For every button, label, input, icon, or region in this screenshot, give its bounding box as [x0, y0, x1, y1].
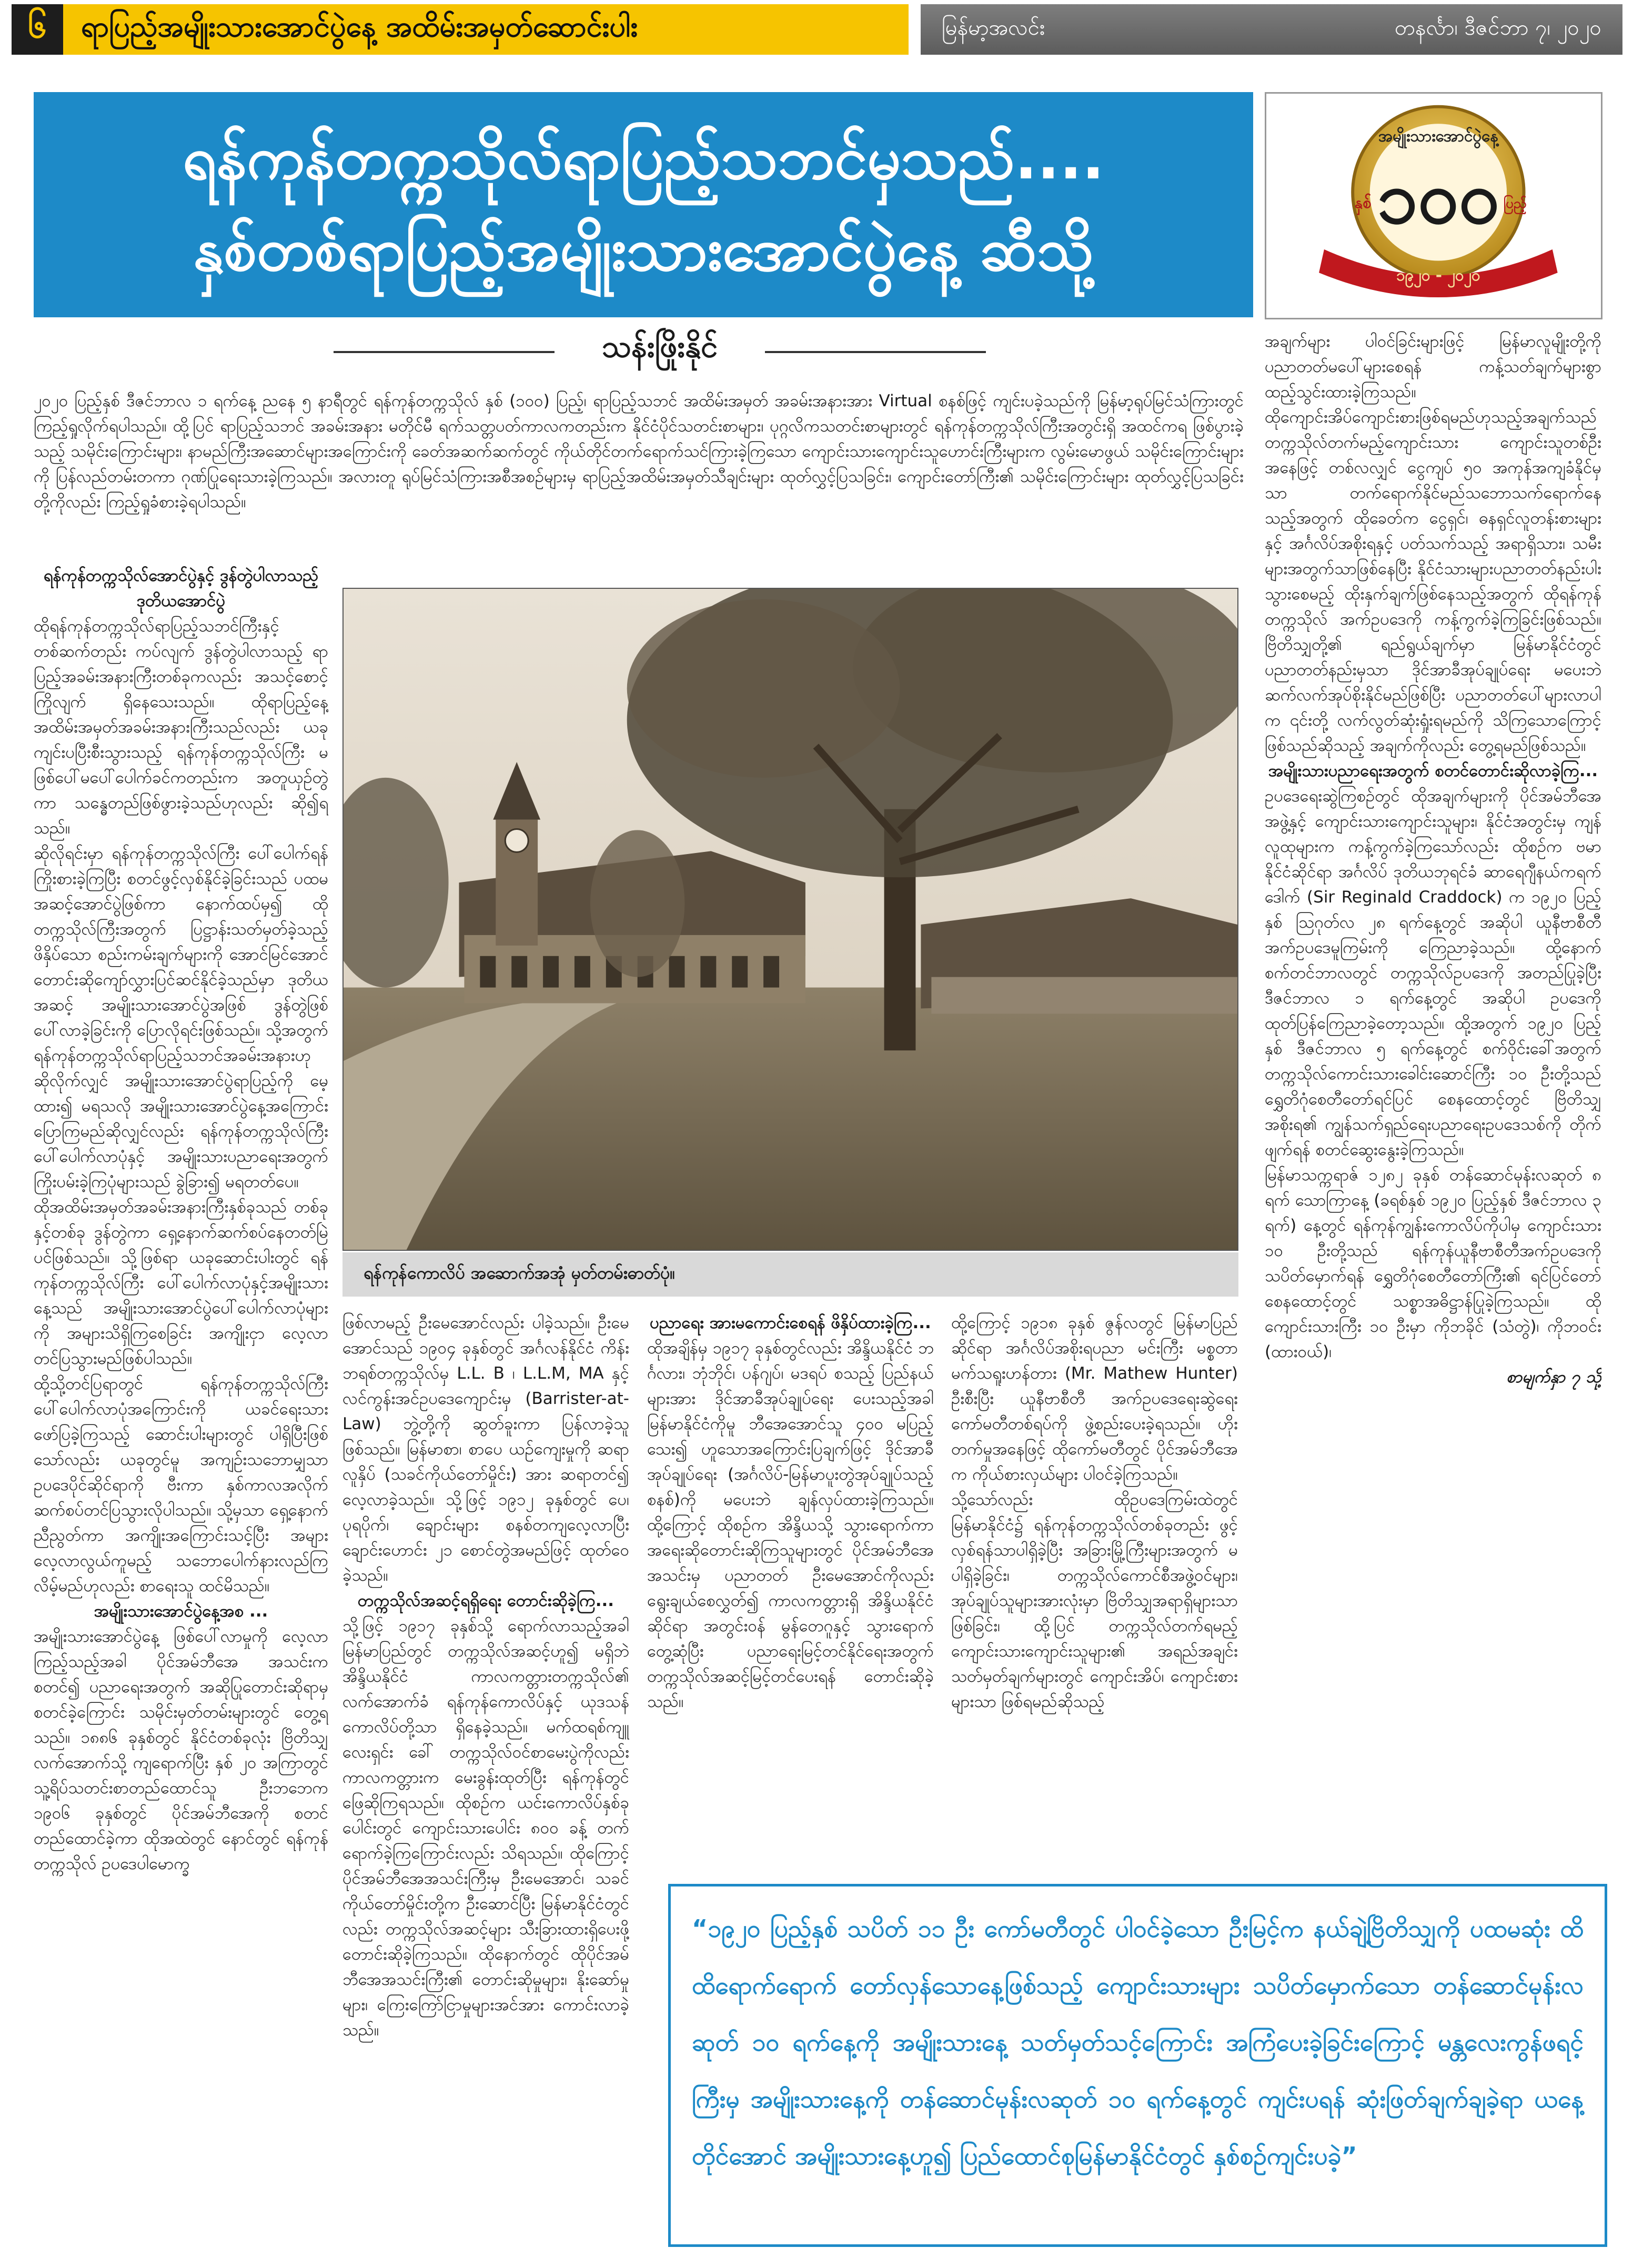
- article-column-4: [951, 1310, 1238, 1873]
- column-2-paragraph-2: သို့ဖြင့် ၁၉၁၇ ခုနှစ်သို့ ရောက်လာသည့်အခါ မြန်မာပြည်တွင် တက္ကသိုလ်အဆင့်ဟူ၍ မရှိဘဲ အိန္ဒိယနိုင်ငံ ကာလကတ္တားတက္ကသိုလ်၏ လက်အောက်ခံ ရန်ကုန်ကောလိပ်နှင့် ယုဒသန်ကောလိပ်တို့သာ ရှိနေခဲ့သည်။ မက်ထရစ်ကျူလေးရှင်း ခေါ် တက္ကသိုလ်ဝင်စာမေးပွဲကိုလည်း ကာလကတ္တားက မေးခွန်းထုတ်ပြီး ရန်ကုန်တွင် ဖြေဆိုကြရသည်။ ထိုစဉ်က ယင်းကောလိပ်နှစ်ခုပေါင်းတွင် ကျောင်းသားပေါင်း ၈၀၀ ခန့် တက်ရောက်ခဲ့ကြကြောင်းလည်း သိရသည်။ ထိုကြောင့် ပိုင်အမ်ဘီအေအသင်းကြီးမှ ဦးမေအောင်၊ သခင်ကိုယ်တော်မှိုင်းတို့က ဦးဆောင်ပြီး မြန်မာနိုင်ငံတွင်လည်း တက္ကသိုလ်အဆင့်များ သီးခြားထားရှိပေးဖို့ တောင်းဆိုခဲ့ကြသည်။ ထိုနောက်တွင် ထိုပိုင်အမ်ဘီအေအသင်းကြီး၏ တောင်းဆိုမှုများ၊ နိုးဆော်မှုများ၊ ကြေးကြော်ငြာမှုများအင်အား ကောင်းလာခဲ့သည်။: [342, 1617, 629, 2040]
- column-3-heading: ပညာရေး အားမကောင်းစေရန် ဖိနှိပ်ထားခဲ့ကြ...: [650, 1313, 931, 1332]
- column-2-heading: တက္ကသိုလ်အဆင့်ရရှိရေး တောင်းဆိုခဲ့ကြ...: [357, 1591, 614, 1610]
- article-column-1: [34, 563, 328, 2252]
- column-2-paragraph-1: ဖြစ်လာမည့် ဦးမေအောင်လည်း ပါခဲ့သည်။ ဦးမေအောင်သည် ၁၉၀၄ ခုနှစ်တွင် အင်္ဂလန်နိုင်ငံ ကိန်းဘရစ်တက္ကသိုလ်မှ L.L. B ၊ L.L.M, MA နှင့် လင်ကွန်းအင်ဥပဒေကျောင်းမှ (Barrister-at-Law) ဘွဲ့တို့ကို ဆွတ်ခူးကာ ပြန်လာခဲ့သူဖြစ်သည်။ မြန်မာစာ၊ စာပေ ယဉ်ကျေးမှုကို ဆရာလူနှိပ် (သခင်ကိုယ်တော်မှိုင်း) အား ဆရာတင်၍ လေ့လာခဲ့သည်။ သို့ဖြင့် ၁၉၁၂ ခုနှစ်တွင် ပေ၊ ပုရပိုက်၊ ချောင်းများ စနစ်တကျလေ့လာပြီး ချောင်းဟောင်း ၂၁ စောင်တွဲအမည်ဖြင့် ထုတ်ဝေခဲ့သည်။: [342, 1313, 629, 1585]
- logo-side-left: နှစ်: [1354, 193, 1372, 212]
- article-intro: ၂၀၂၀ ပြည့်နှစ် ဒီဇင်ဘာလ ၁ ရက်နေ့ ညနေ ၅ နာရီတွင် ရန်ကုန်တက္ကသိုလ် နှစ် (၁၀၀) ပြည့်၊ ရာပြည့်သဘင် အထိမ်းအမှတ် အခမ်းအနားအား Virtual စနစ်ဖြင့် ကျင်းပခဲ့သည်ကို မြန်မာ့ရုပ်မြင်သံကြားတွင် ကြည့်ရှုလိုက်ရပါသည်။ ထို့ပြင် ရာပြည့်သဘင် အခမ်းအနား မတိုင်မီ ရက်သတ္တပတ်ကာလကတည်းက နိုင်ငံပိုင်သတင်းစာများ၊ ပုဂ္ဂလိကသတင်းစာများတွင် ရန်ကုန်တက္ကသိုလ်ကြီးအတွင်းရှိ အထင်ကရ ဖြစ်ပွားခဲ့သည့် သမိုင်းကြောင်းများ၊ နာမည်ကြီးအဆောင်များအကြောင်းကို ခေတ်အဆက်ဆက်တွင် ကိုယ်တိုင်တက်ရောက်သင်ကြားခဲ့ကြသော ကျောင်းသားကျောင်းသူဟောင်းကြီးများက လွမ်းမောဖွယ် သမိုင်းကြောင်းများကို ပြန်လည်တမ်းတကာ ဂုဏ်ပြုရေးသားခဲ့ကြသည်။ အလားတူ ရုပ်မြင်သံကြားအစီအစဉ်များမှ ရာပြည့်အထိမ်းအမှတ်သီချင်းများ ထုတ်လွှင့်ပြသခြင်း၊ ကျောင်းတော်ကြီး၏ သမိုင်းကြောင်းများ ထုတ်လွှင့်ပြသခြင်းတို့ကိုလည်း ကြည့်ရှုခံစားခဲ့ရပါသည်။: [34, 392, 1244, 511]
- continued-note: စာမျက်နှာ ၇ သို့: [1506, 1368, 1601, 1387]
- column-5-paragraph-1: အချက်များ ပါဝင်ခြင်းများဖြင့် မြန်မာလူမျိုးတို့ကို ပညာတတ်မပေါ်များစေရန် ကန့်သတ်ချက်များစွာ ထည့်သွင်းထားခဲ့ကြသည်။: [1265, 332, 1601, 402]
- headline-line-1: ရန်ကုန်တက္ကသိုလ်ရာပြည့်သဘင်မှသည်....: [182, 124, 1105, 193]
- photo-caption: ရန်ကုန်ကောလိပ် အဆောက်အအုံ မှတ်တမ်းဓာတ်ပုံ။: [342, 1252, 1238, 1297]
- column-1-paragraph-3: ထိုအထိမ်းအမှတ်အခမ်းအနားကြီးနှစ်ခုသည် တစ်ခုနှင့်တစ်ခု ဒွန်တွဲကာ ရှေ့နောက်ဆက်စပ်နေတတ်မြဲပင်ဖြစ်သည်။ သို့ဖြစ်ရာ ယခုဆောင်းပါးတွင် ရန်ကုန်တက္ကသိုလ်ကြီး ပေါ်ပေါက်လာပုံနှင့်အမျိုးသားနေ့သည် အမျိုးသားအောင်ပွဲပေါ်ပေါက်လာပုံများကို အများသိရှိကြစေခြင်း အကျိုးငှာ လေ့လာတင်ပြသွားမည်ဖြစ်ပါသည်။: [34, 1198, 328, 1368]
- column-1-paragraph-4: ထို့သို့တင်ပြရာတွင် ရန်ကုန်တက္ကသိုလ်ကြီး ပေါ်ပေါက်လာပုံအကြောင်းကို ယခင်ရေးသားဖော်ပြခဲ့ကြသည့် ဆောင်းပါးများတွင် ပါရှိပြီးဖြစ်သော်လည်း ယခုတွင်မူ အကျဉ်းသဘောမျှသာ ဥပဒေပိုင်ဆိုင်ရာကို ဗီးကာ နှစ်ကာလအလိုက် ဆက်စပ်တင်ပြသွားလိုပါသည်။ သို့မှသာ ရှေ့နောက်ညီညွတ်ကာ အကျိုးအကြောင်းသင့်ပြီး အများလေ့လာလွယ်ကူမည့် သဘောပေါက်နားလည်ကြလိမ့်မည်ဟုလည်း စာရေးသူ ထင်မိသည်။: [34, 1374, 328, 1595]
- byline-rule-right: [765, 351, 986, 353]
- clock-face: [505, 829, 528, 852]
- page-number: ၆: [12, 4, 63, 55]
- university-photo-graphic: [344, 589, 1237, 1250]
- article-column-2: [342, 1310, 629, 2252]
- column-1-heading-2: အမျိုးသားအောင်ပွဲနေ့အစ ...: [94, 1602, 268, 1621]
- column-4-paragraph-1: ထို့ကြောင့် ၁၉၁၈ ခုနှစ် ဇွန်လတွင် မြန်မာပြည်ဆိုင်ရာ အင်္ဂလိပ်အစိုးရပညာ မင်းကြီး မစ္စတာ မက်သရူးဟန်တား (Mr. Mathew Hunter) ဦးစီးပြီး ယူနီဗာစီတီ အက်ဥပဒေရေးဆွဲရေး ကော်မတီတစ်ရပ်ကို ဖွဲ့စည်းပေးခဲ့ရသည်။ ဟိုးတက်မှုအနေဖြင့် ထိုကော်မတီတွင် ပိုင်အမ်ဘီအေက ကိုယ်စားလှယ်များ ပါဝင်ခဲ့ကြသည်။: [951, 1313, 1238, 1484]
- column-4-paragraph-2: သို့သော်လည်း ထိုဥပဒေကြမ်းထဲတွင် မြန်မာနိုင်ငံ၌ ရန်ကုန်တက္ကသိုလ်တစ်ခုတည်း ဖွင့်လှစ်ရန်သာပါရှိခဲ့ပြီး အခြားမြို့ကြီးများအတွက် မပါရှိခဲ့ခြင်း၊ တက္ကသိုလ်ကောင်စီအဖွဲ့ဝင်များ၊ အုပ်ချုပ်သူများအားလုံးမှာ ဗြိတိသျှအရာရှိများသာ ဖြစ်ခြင်း၊ ထို့ပြင် တက္ကသိုလ်တက်ရမည့်ကျောင်းသားကျောင်းသူများ၏ အရည်အချင်းသတ်မှတ်ချက်များတွင် ကျောင်းအိပ်၊ ကျောင်းစားများသာ ဖြစ်ရမည်ဆိုသည့်: [951, 1490, 1238, 1711]
- headline-banner: [34, 92, 1253, 317]
- column-3-paragraph-1: ထိုအချိန်မှ ၁၉၁၇ ခုနှစ်တွင်လည်း အိန္ဒိယနိုင်ငံ ဘင်္ဂလား၊ ဘုံဘိုင်၊ ပန်ဂျပ်၊ မဒရပ် စသည့် ပြည်နယ်များအား ဒိုင်အာခီအုပ်ချုပ်ရေး ပေးသည့်အခါ မြန်မာနိုင်ငံကိုမူ ဘီအေအောင်သူ ၄၀၀ မပြည့်သေး၍ ဟူသောအကြောင်းပြချက်ဖြင့် ဒိုင်အာခီအုပ်ချုပ်ရေး (အင်္ဂလိပ်-မြန်မာပူးတွဲအုပ်ချုပ်သည့်စနစ်)ကို မပေးဘဲ ချန်လှပ်ထားခဲ့ကြသည်။ ထို့ကြောင့် ထိုစဉ်က အိန္ဒိယသို့ သွားရောက်ကာ အရေးဆိုတောင်းဆိုကြသူများတွင် ပိုင်အမ်ဘီအေအသင်းမှ ပညာတတ် ဦးမေအောင်ကိုလည်း ရွေးချယ်စေလွှတ်၍ ကာလကတ္တားရှိ အိန္ဒိယနိုင်ငံဆိုင်ရာ အတွင်းဝန် မွန်တေဂူနှင့် သွားရောက်တွေ့ဆုံပြီး ပညာရေးမြင့်တင်နိုင်ရေးအတွက် တက္ကသိုလ်အဆင့်မြင့်တင်ပေးရန် တောင်းဆိုခဲ့သည်။: [647, 1339, 934, 1711]
- headline-line-2: နှစ်တစ်ရာပြည့်အမျိုးသားအောင်ပွဲနေ့ ဆီသို့: [193, 216, 1094, 284]
- publication-date: တနင်္လာ၊ ဒီဇင်ဘာ ၇၊ ၂၀၂၀: [1395, 15, 1601, 40]
- publication-name: မြန်မာ့အလင်း: [942, 15, 1045, 40]
- university-photo: [342, 588, 1238, 1251]
- logo-top-text: အမျိုးသားအောင်ပွဲနေ့: [1378, 127, 1498, 145]
- column-1-heading: ရန်ကုန်တက္ကသိုလ်အောင်ပွဲနှင့် ဒွန်တွဲပါလာသည့် ဒုတိယအောင်ပွဲ: [43, 566, 319, 610]
- section-header-bar: [12, 4, 909, 55]
- column-1-paragraph-5: အမျိုးသားအောင်ပွဲနေ့ ဖြစ်ပေါ်လာမှုကို လေ့လာကြည့်သည့်အခါ ပိုင်အမ်ဘီအေ အသင်းက စတင်၍ ပညာရေးအတွက် အဆိုပြုတောင်းဆိုရာမှ စတင်ခဲ့ကြောင်း သမိုင်းမှတ်တမ်းများတွင် တွေ့ရသည်။ ၁၈၈၆ ခုနှစ်တွင် နိုင်ငံတစ်ခုလုံး ဗြိတိသျှ လက်အောက်သို့ ကျရောက်ပြီး နှစ် ၂၀ အကြာတွင် သူ့ရိပ်သတင်းစာတည်ထောင်သူ ဦးဘဘေက ၁၉၀၆ ခုနှစ်တွင် ပိုင်အမ်ဘီအေကို စတင်တည်ထောင်ခဲ့ကာ ထိုအထဲတွင် နောင်တွင် ရန်ကုန်တက္ကသိုလ် ဥပဒေပါမောက္ခ: [34, 1627, 328, 1873]
- column-5-paragraph-2: ထိုကျောင်းအိပ်ကျောင်းစားဖြစ်ရမည်ဟုသည့်အချက်သည် တက္ကသိုလ်တက်မည့်ကျောင်းသား ကျောင်းသူတစ်ဦးအနေဖြင့် တစ်လလျှင် ငွေကျပ် ၅၀ အကုန်အကျခံနိုင်မှသာ တက်ရောက်နိုင်မည်သဘောသက်ရောက်နေသည့်အတွက် ထိုခေတ်က ငွေရှင်၊ ဓနရှင်လူတန်းစားများနှင့် အင်္ဂလိပ်အစိုးရနှင့် ပတ်သက်သည့် အရာရှိသား၊ သမီးများအတွက်သာဖြစ်နေပြီး နိုင်ငံသားများပညာတတ်နည်းပါးသွားစေမည့် ထိုးနှက်ချက်ဖြစ်နေသည့်အတွက် ထိုရန်ကုန်တက္ကသိုလ် အက်ဥပဒေကို ကန့်ကွက်ခဲ့ကြခြင်းဖြစ်သည်။ ဗြိတိသျှတို့၏ ရည်ရွယ်ချက်မှာ မြန်မာနိုင်ငံတွင် ပညာတတ်နည်းမှသာ ဒိုင်အာခီအုပ်ချုပ်ရေး မပေးဘဲ ဆက်လက်အုပ်စိုးနိုင်မည်ဖြစ်ပြီး ပညာတတ်ပေါ်များလာပါက ၎င်းတို့ လက်လွတ်ဆုံးရှုံးရမည်ကို သိကြသောကြောင့်ဖြစ်သည်ဆိုသည့် အချက်ကိုလည်း တွေ့ရမည်ဖြစ်သည်။: [1265, 408, 1601, 755]
- centenary-logo: [1265, 92, 1602, 319]
- byline-rule-left: [334, 351, 555, 353]
- column-5-paragraph-4: မြန်မာသက္ကရာဇ် ၁၂၈၂ ခုနှစ် တန်ဆောင်မုန်းလဆုတ် ၈ ရက် သောကြာနေ့ (ခရစ်နှစ် ၁၉၂၀ ပြည့်နှစ် ဒီဇင်ဘာလ ၃ ရက်) နေ့တွင် ရန်ကုန်ကျွန်းကောလိပ်ကိုပါမှ ကျောင်းသား ၁၀ ဦးတို့သည် ရန်ကုန်ယူနီဗာစီတီအက်ဥပဒေကို သပိတ်မှောက်ရန် ရွှေတိဂုံစေတီတော်ကြီး၏ ရင်ပြင်တော် စေနထောင့်တွင် သစ္စာအဓိဋ္ဌာန်ပြုခဲ့ကြသည်။ ထိုကျောင်းသားကြီး ၁၀ ဦးမှာ ကိုဘခိုင် (သံတွဲ)၊ ကိုဘဝင်း (ထားဝယ်)၊: [1265, 1166, 1601, 1361]
- article-column-3: [647, 1310, 934, 1873]
- author-byline: သန်းဖြိုးနိုင်: [601, 328, 718, 364]
- column-1-paragraph-2: ဆိုလိုရင်းမှာ ရန်ကုန်တက္ကသိုလ်ကြီး ပေါ်ပေါက်ရန် ကြိုးစားခဲ့ကြပြီး စတင်ဖွင့်လှစ်နိုင်ခဲ့ခြင်းသည် ပထမအဆင့်အောင်ပွဲဖြစ်ကာ နောက်ထပ်မှ၍ ထိုတက္ကသိုလ်ကြီးအတွက် ပြဋ္ဌာန်းသတ်မှတ်ခဲ့သည့် ဖိနှိပ်သော စည်းကမ်းချက်များကို အောင်မြင်အောင် တောင်းဆိုကျော်လွှားပြင်ဆင်နိုင်ခဲ့သည်မှာ ဒုတိယအဆင့် အမျိုးသားအောင်ပွဲအဖြစ် ဒွန်တွဲဖြစ်ပေါ်လာခဲ့ခြင်းကို ပြောလိုရင်းဖြစ်သည်။ သို့အတွက် ရန်ကုန်တက္ကသိုလ်ရာပြည့်သဘင်အခမ်းအနားဟု ဆိုလိုက်လျှင် အမျိုးသားအောင်ပွဲရာပြည့်ကို မေ့ထား၍ မရသလို အမျိုးသားအောင်ပွဲနေ့အကြောင်း ပြောကြမည်ဆိုလျှင်လည်း ရန်ကုန်တက္ကသိုလ်ကြီး ပေါ်ပေါက်လာပုံနှင့် အမျိုးသားပညာရေးအတွက်ကြိုးပမ်းခဲ့ကြပုံများသည် ခွဲခြား၍ မရတတ်ပေ။: [34, 844, 328, 1191]
- logo-number: ၁၀၀: [1377, 155, 1500, 240]
- column-5-heading: အမျိုးသားပညာရေးအတွက် စတင်တောင်းဆိုလာခဲ့ကြ...: [1268, 761, 1598, 780]
- pull-quote: [668, 1884, 1607, 2247]
- centenary-logo-graphic: [1266, 94, 1601, 318]
- logo-ribbon-text: ၁၉၂၀ - ၂၀၂၀: [1396, 266, 1480, 284]
- byline-row: [34, 327, 1244, 375]
- column-1-paragraph-1: ထိုရန်ကုန်တက္ကသိုလ်ရာပြည့်သဘင်ကြီးနှင့် တစ်ဆက်တည်း ကပ်လျက် ဒွန်တွဲပါလာသည့် ရာပြည့်အခမ်းအနားကြီးတစ်ခုကလည်း အသင့်စောင့်ကြိုလျက် ရှိနေသေးသည်။ ထိုရာပြည့်နေ့အထိမ်းအမှတ်အခမ်းအနားကြီးသည်လည်း ယခုကျင်းပပြီးစီးသွားသည့် ရန်ကုန်တက္ကသိုလ်ကြီး မဖြစ်ပေါ်မပေါ်ပေါက်ခင်ကတည်းက အတူယှဉ်တွဲကာ သန္ဓေတည်ဖြစ်ဖွားခဲ့သည်ဟုလည်း ဆို၍ရသည်။: [34, 617, 328, 838]
- logo-side-right: ပြည့်: [1503, 195, 1527, 212]
- side-building-wall: [931, 977, 1237, 1014]
- section-title: ရာပြည့်အမျိုးသားအောင်ပွဲနေ့ အထိမ်းအမှတ်ဆောင်းပါး: [81, 9, 638, 43]
- column-5-paragraph-3: ဥပဒေရေးဆွဲကြစဉ်တွင် ထိုအချက်များကို ပိုင်အမ်ဘီအေအဖွဲ့နှင့် ကျောင်းသားကျောင်းသူများ၊ နိုင်ငံအတွင်းမှ ကျန်လူထုများက ကန့်ကွက်ခဲ့ကြသော်လည်း ထိုစဉ်က ဗမာနိုင်ငံဆိုင်ရာ အင်္ဂလိပ် ဒုတိယဘုရင်ခံ ဆာရေဂျီနယ်ကရက်ဒေါက် (Sir Reginald Craddock) က ၁၉၂၀ ပြည့်နှစ် ဩဂုတ်လ ၂၈ ရက်နေ့တွင် အဆိုပါ ယူနီဗာစီတီ အက်ဥပဒေမူကြမ်းကို ကြေညာခဲ့သည်။ ထို့နောက် စက်တင်ဘာလတွင် တက္ကသိုလ်ဥပဒေကို အတည်ပြုခဲ့ပြီး ဒီဇင်ဘာလ ၁ ရက်နေ့တွင် အဆိုပါ ဥပဒေကို ထုတ်ပြန်ကြေညာခဲ့တော့သည်။ ထို့အတွက် ၁၉၂၀ ပြည့်နှစ် ဒီဇင်ဘာလ ၅ ရက်နေ့တွင် စက်ဝိုင်းခေါ်အတွက် တက္ကသိုလ်ကောင်းသားခေါင်းဆောင်ကြီး ၁၀ ဦးတို့သည် ရွှေတိဂုံစေတီတော်ရင်ပြင် စေနထောင့်တွင် ဗြိတိသျှအစိုးရ၏ ကျွန်သက်ရှည်ရေးပညာရေးဥပဒေသစ်ကို တိုက်ဖျက်ရန် စတင်ဆွေးနွေးခဲ့ကြသည်။: [1265, 787, 1601, 1159]
- pull-quote-text: “၁၉၂၀ ပြည့်နှစ် သပိတ် ၁၁ ဦး ကော်မတီတွင် ပါဝင်ခဲ့သော ဦးမြင့်က နယ်ချဲ့ဗြိတိသျှကို ပထမဆုံး ထိထိရောက်ရောက် တော်လှန်သောနေ့ဖြစ်သည့် ကျောင်းသားများ သပိတ်မှောက်သော တန်ဆောင်မုန်းလဆုတ် ၁၀ ရက်နေ့ကို အမျိုးသားနေ့ သတ်မှတ်သင့်ကြောင်း အကြံပေးခဲ့ခြင်းကြောင့် မန္တလေးကွန်ဖရင့်ကြီးမှ အမျိုးသားနေ့ကို တန်ဆောင်မုန်းလဆုတ် ၁၀ ရက်နေ့တွင် ကျင်းပရန် ဆုံးဖြတ်ချက်ချခဲ့ရာ ယနေ့တိုင်အောင် အမျိုးသားနေ့ဟူ၍ ပြည်ထောင်စုမြန်မာနိုင်ငံတွင် နှစ်စဉ်ကျင်းပခဲ့”: [692, 1914, 1584, 2170]
- publication-bar: [921, 4, 1622, 55]
- article-column-5: [1265, 329, 1601, 1873]
